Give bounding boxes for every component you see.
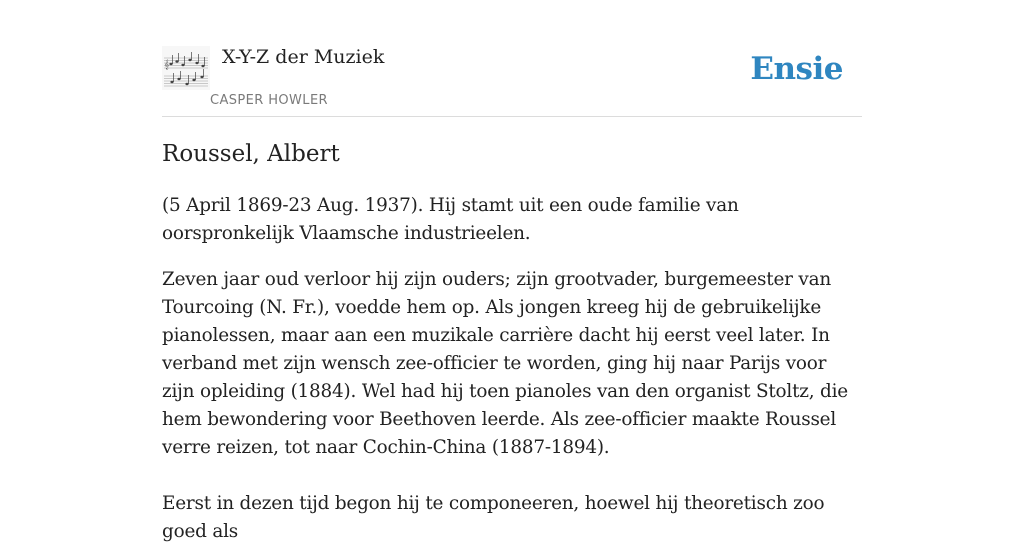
book-author[interactable]: CASPER HOWLER <box>210 93 328 108</box>
entry-title: Roussel, Albert <box>162 141 340 167</box>
article-paragraph: (5 April 1869-23 Aug. 1937). Hij stamt uit een oude familie van oorspronkelijk Vlaamsche industrieelen. <box>162 195 739 244</box>
svg-text:𝄞: 𝄞 <box>164 60 170 70</box>
ensie-logo[interactable]: Ensie <box>750 51 843 87</box>
book-title[interactable]: X-Y-Z der Muziek <box>222 46 385 68</box>
article-body <box>162 138 862 546</box>
site-header <box>162 40 862 117</box>
article-paragraph: Zeven jaar oud verloor hij zijn ouders; zijn grootvader, burgemeester van Tourcoing (N. Fr.), voedde hem op. Als jongen kreeg hij de gebruikelijke pianolessen, maar aan een muzikale carrière dacht hij eerst veel later. In verband met zijn wensch zee-officier te worden, ging hij naar Parijs voor zijn opleiding (1884). Wel had hij toen pianoles van den organist Stoltz, die hem bewondering voor Beethoven leerde. Als zee-officier maakte Roussel verre reizen, tot naar Cochin-China (1887-1894). Eerst in dezen tijd begon hij te componeeren, hoewel hij theoretisch zoo goed als <box>162 269 848 542</box>
sheet-music-thumbnail-icon[interactable] <box>162 46 210 90</box>
